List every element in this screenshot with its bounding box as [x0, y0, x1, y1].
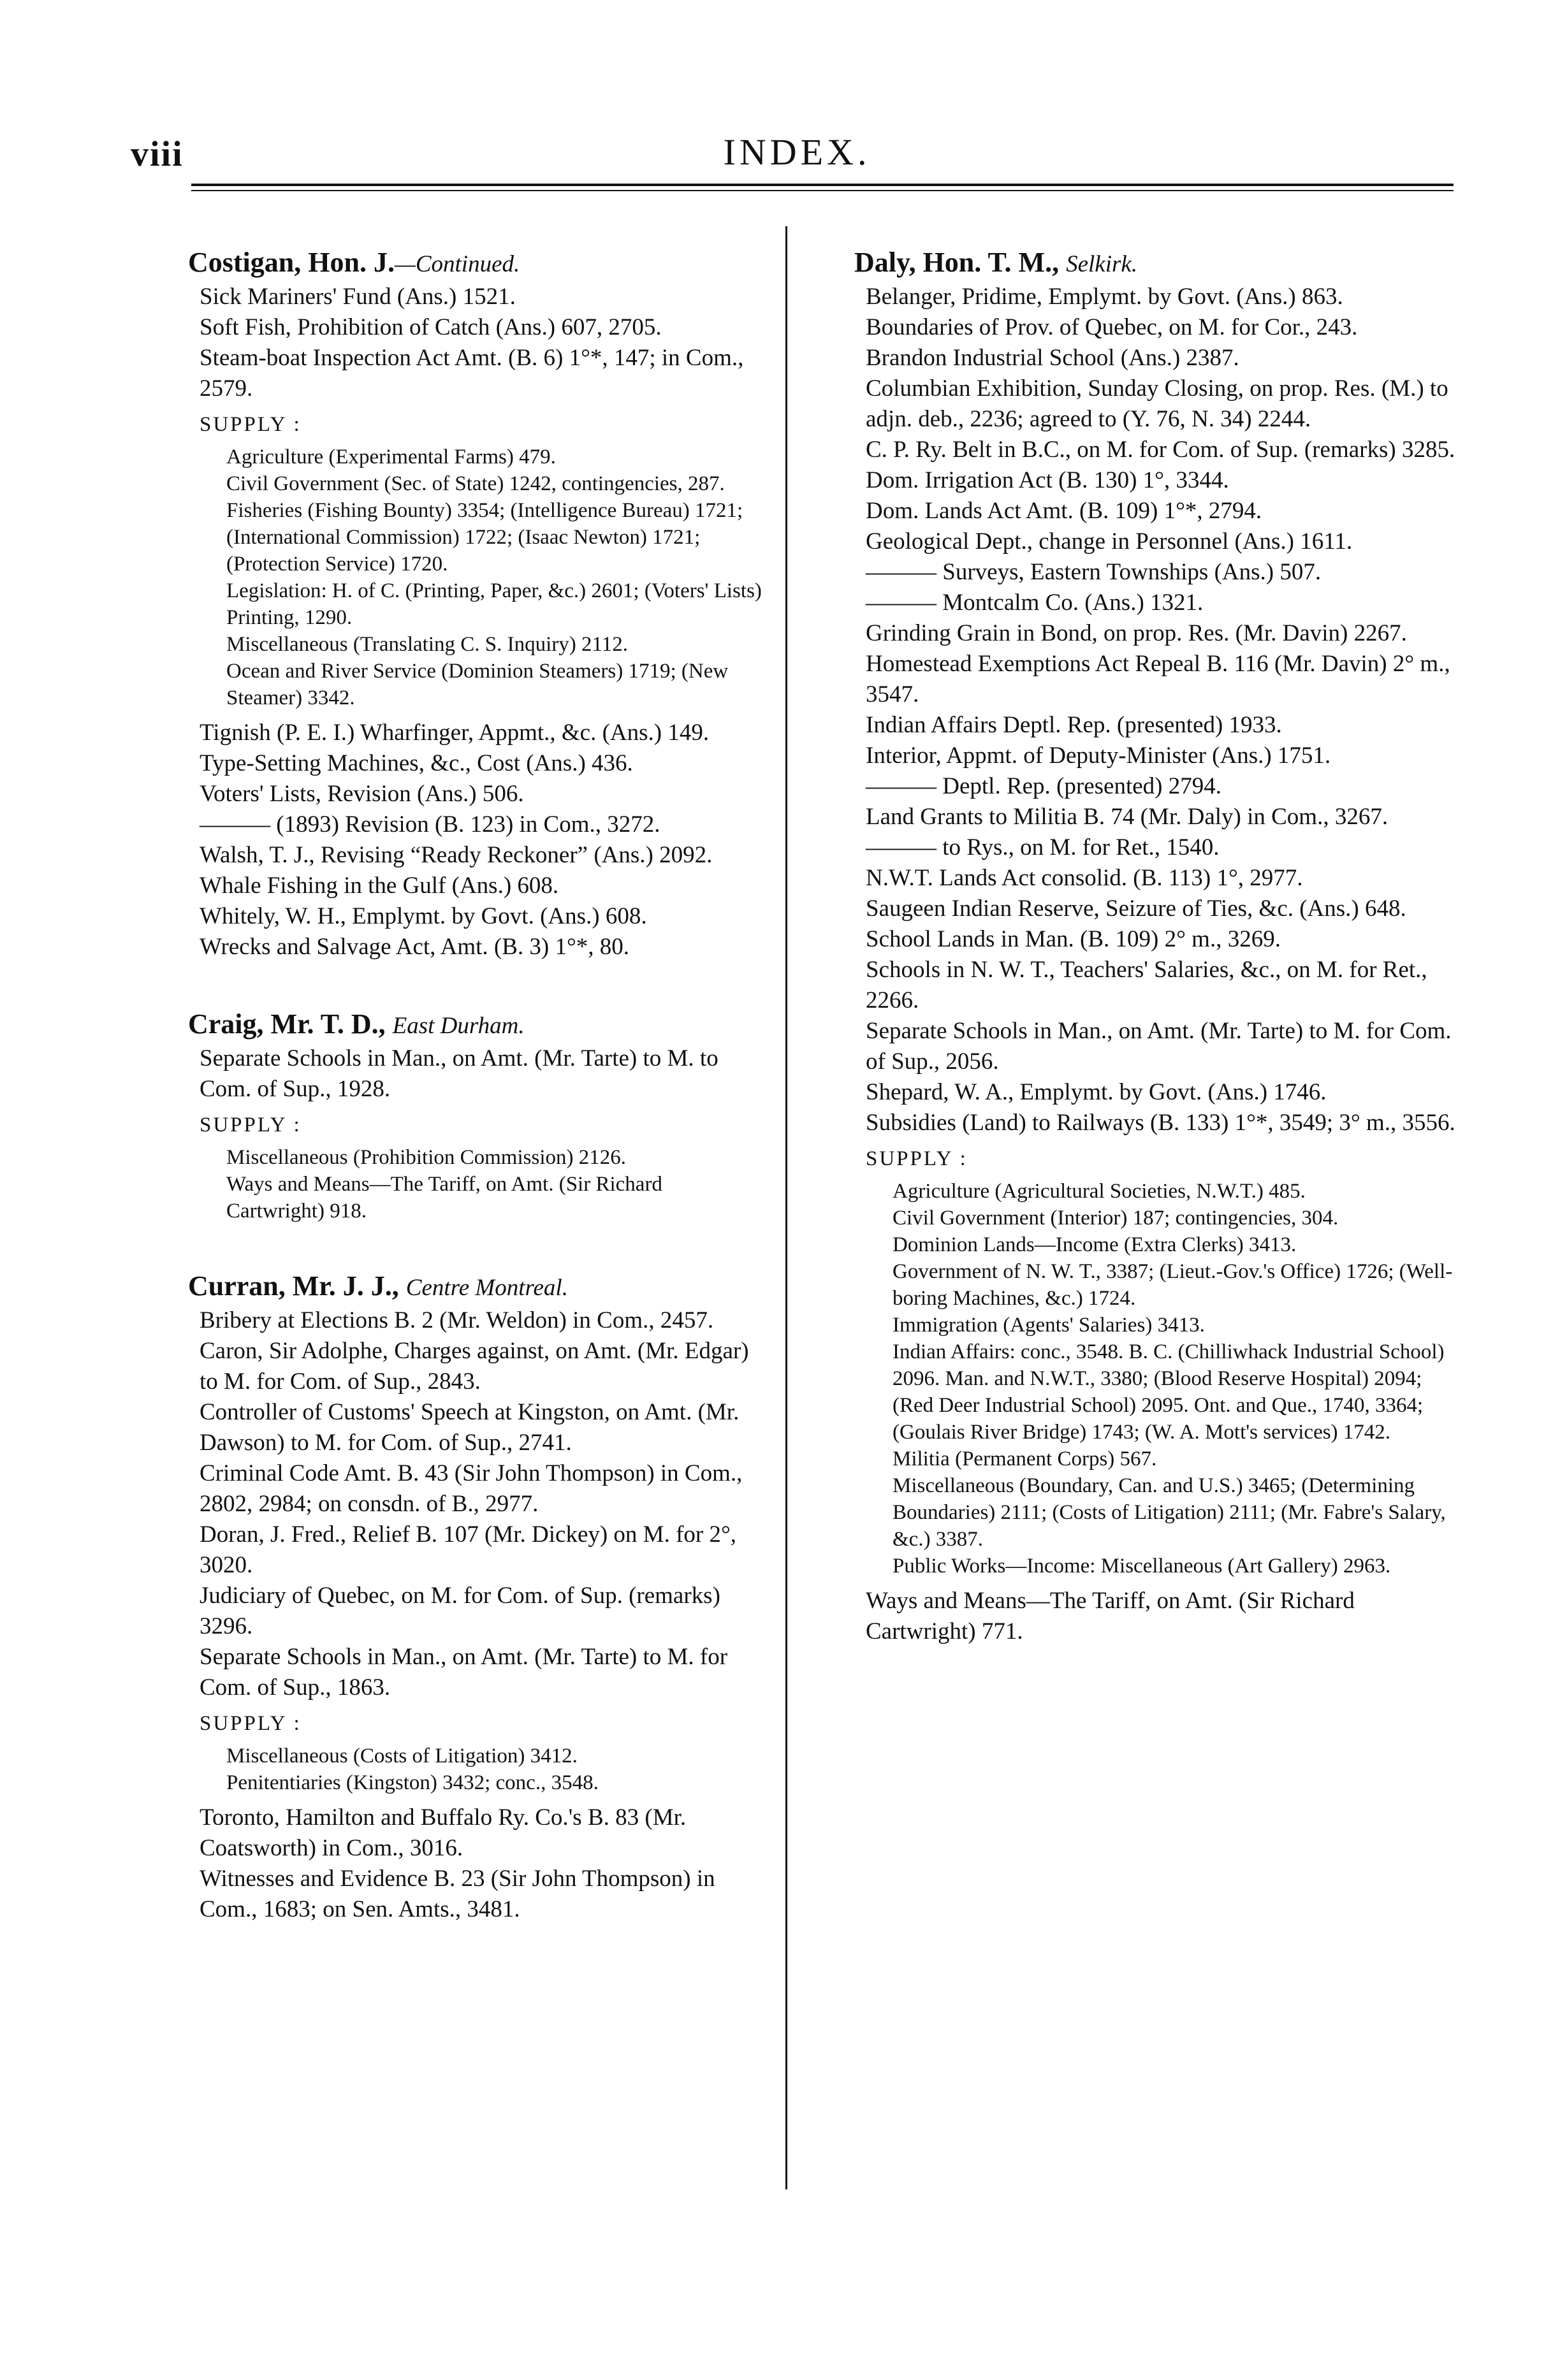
supply-entry: Miscellaneous (Boundary, Can. and U.S.) 3465; (Determining Boundaries) 2111; (Costs of Litigation) 2111; (Mr. Fabre's Salary, &c.) 3387.: [893, 1474, 1446, 1551]
header-rule-thin: [191, 190, 1454, 191]
index-entry: Homestead Exemptions Act Repeal B. 116 (Mr. Davin) 2° m., 3547.: [866, 651, 1450, 707]
index-entry: Criminal Code Amt. B. 43 (Sir John Thompson) in Com., 2802, 2984; on consdn. of B., 2977.: [200, 1460, 743, 1517]
supply-entry: Civil Government (Interior) 187; contingencies, 304.: [893, 1207, 1339, 1230]
supply-entry: Miscellaneous (Costs of Litigation) 3412.: [226, 1745, 578, 1767]
supply-entry: Ocean and River Service (Dominion Steamers) 1719; (New Steamer) 3342.: [226, 660, 729, 709]
index-entry: School Lands in Man. (B. 109) 2° m., 3269.: [866, 926, 1281, 952]
index-entry: Voters' Lists, Revision (Ans.) 506.: [200, 781, 524, 807]
index-entry: Witnesses and Evidence B. 23 (Sir John Thompson) in Com., 1683; on Sen. Amts., 3481.: [200, 1866, 715, 1922]
index-section-costigan: [188, 245, 765, 962]
index-entry: Whitely, W. H., Emplymt. by Govt. (Ans.) 608.: [200, 903, 647, 929]
header-rule: [191, 184, 1454, 186]
supply-label: SUPPLY :: [866, 1147, 968, 1170]
index-entry: Caron, Sir Adolphe, Charges against, on Amt. (Mr. Edgar) to M. for Com. of Sup., 2843.: [200, 1338, 749, 1395]
index-entry: Interior, Appmt. of Deputy-Minister (Ans.) 1751.: [866, 743, 1331, 769]
index-entry: Subsidies (Land) to Railways (B. 133) 1°*, 3549; 3° m., 3556.: [866, 1110, 1455, 1136]
supply-entry: Fisheries (Fishing Bounty) 3354; (Intelligence Bureau) 1721; (International Commission) 1722; (Isaac Newton) 1721; (Protection Service) 1720.: [226, 499, 743, 576]
supply-entry: Civil Government (Sec. of State) 1242, contingencies, 287.: [226, 472, 725, 495]
index-entry: Land Grants to Militia B. 74 (Mr. Daly) in Com., 3267.: [866, 804, 1388, 830]
right-column: [854, 245, 1466, 1647]
supply-entry: Dominion Lands—Income (Extra Clerks) 3413.: [893, 1233, 1297, 1256]
supply-entry: Agriculture (Agricultural Societies, N.W.T.) 485.: [893, 1180, 1306, 1203]
page-title: INDEX.: [723, 131, 871, 173]
index-entry: Grinding Grain in Bond, on prop. Res. (Mr. Davin) 2267.: [866, 620, 1407, 646]
supply-entry: Penitentiaries (Kingston) 3432; conc., 3548.: [226, 1771, 599, 1794]
page-number: viii: [131, 134, 184, 174]
section-heading: Curran, Mr. J. J., Centre Montreal.: [188, 1270, 568, 1302]
index-section-craig: [188, 1007, 765, 1224]
index-entry: Walsh, T. J., Revising “Ready Reckoner” (Ans.) 2092.: [200, 842, 713, 868]
index-entry: Type-Setting Machines, &c., Cost (Ans.) 436.: [200, 750, 633, 776]
index-entry: ——— Surveys, Eastern Townships (Ans.) 507.: [866, 559, 1322, 585]
index-entry: N.W.T. Lands Act consolid. (B. 113) 1°, 2977.: [866, 865, 1303, 891]
index-entry: ——— (1893) Revision (B. 123) in Com., 3272.: [200, 811, 660, 838]
spacer: [188, 1224, 765, 1269]
index-entry: Dom. Irrigation Act (B. 130) 1°, 3344.: [866, 467, 1229, 493]
section-heading: Daly, Hon. T. M., Selkirk.: [854, 247, 1138, 278]
index-entry: Whale Fishing in the Gulf (Ans.) 608.: [200, 873, 559, 899]
supply-entry: Government of N. W. T., 3387; (Lieut.-Gov.'s Office) 1726; (Well-boring Machines, &c.) 1724.: [893, 1260, 1453, 1310]
supply-label: SUPPLY :: [200, 413, 302, 436]
index-entry: Belanger, Pridime, Emplymt. by Govt. (Ans.) 863.: [866, 284, 1343, 310]
supply-entry: Agriculture (Experimental Farms) 479.: [226, 446, 556, 468]
index-entry: Shepard, W. A., Emplymt. by Govt. (Ans.) 1746.: [866, 1079, 1327, 1105]
index-entry: Separate Schools in Man., on Amt. (Mr. Tarte) to M. for Com. of Sup., 1863.: [200, 1644, 728, 1701]
index-entry: Controller of Customs' Speech at Kingston, on Amt. (Mr. Dawson) to M. for Com. of Sup., 2741.: [200, 1399, 740, 1456]
index-entry: Steam-boat Inspection Act Amt. (B. 6) 1°*, 147; in Com., 2579.: [200, 345, 744, 402]
index-entry: Separate Schools in Man., on Amt. (Mr. Tarte) to M. to Com. of Sup., 1928.: [200, 1045, 718, 1102]
supply-entry: Miscellaneous (Prohibition Commission) 2126.: [226, 1146, 626, 1169]
supply-label: SUPPLY :: [200, 1712, 302, 1735]
index-entry: Indian Affairs Deptl. Rep. (presented) 1933.: [866, 712, 1282, 738]
supply-entry: Indian Affairs: conc., 3548. B. C. (Chilliwhack Industrial School) 2096. Man. and N.W.T., 3380; (Blood Reserve Hospital) 2094; (Red Deer Industrial School) 2095. Ont. and Que., 1740, 3364; (Goulais River Bridge) 1743; (W. A. Mott's services) 1742.: [893, 1340, 1445, 1444]
supply-entry: Public Works—Income: Miscellaneous (Art Gallery) 2963.: [893, 1555, 1391, 1578]
index-entry: Brandon Industrial School (Ans.) 2387.: [866, 345, 1239, 371]
index-entry: Dom. Lands Act Amt. (B. 109) 1°*, 2794.: [866, 498, 1262, 524]
section-heading: Costigan, Hon. J.—Continued.: [188, 247, 520, 278]
supply-entry: Immigration (Agents' Salaries) 3413.: [893, 1314, 1205, 1337]
index-entry: Boundaries of Prov. of Quebec, on M. for Cor., 243.: [866, 314, 1358, 340]
index-entry: ——— to Rys., on M. for Ret., 1540.: [866, 834, 1220, 860]
index-entry: Separate Schools in Man., on Amt. (Mr. Tarte) to M. for Com. of Sup., 2056.: [866, 1018, 1452, 1075]
supply-entry: Miscellaneous (Translating C. S. Inquiry) 2112.: [226, 633, 629, 656]
supply-entry: Legislation: H. of C. (Printing, Paper, &c.) 2601; (Voters' Lists) Printing, 1290.: [226, 579, 762, 629]
index-entry: Toronto, Hamilton and Buffalo Ry. Co.'s B. 83 (Mr. Coatsworth) in Com., 3016.: [200, 1804, 687, 1861]
index-entry: C. P. Ry. Belt in B.C., on M. for Com. of Sup. (remarks) 3285.: [866, 437, 1455, 463]
index-entry: Soft Fish, Prohibition of Catch (Ans.) 607, 2705.: [200, 314, 662, 340]
supply-label: SUPPLY :: [200, 1114, 302, 1136]
index-entry: Saugeen Indian Reserve, Seizure of Ties, &c. (Ans.) 648.: [866, 896, 1406, 922]
index-entry: Wrecks and Salvage Act, Amt. (B. 3) 1°*, 80.: [200, 934, 630, 960]
index-entry: Columbian Exhibition, Sunday Closing, on prop. Res. (M.) to adjn. deb., 2236; agreed to (Y. 76, N. 34) 2244.: [866, 375, 1448, 432]
index-entry: ——— Montcalm Co. (Ans.) 1321.: [866, 590, 1204, 616]
index-entry: Tignish (P. E. I.) Wharfinger, Appmt., &c. (Ans.) 149.: [200, 720, 710, 746]
index-section-daly: [854, 245, 1466, 1647]
index-entry: Bribery at Elections B. 2 (Mr. Weldon) in Com., 2457.: [200, 1307, 714, 1333]
index-section-curran: [188, 1269, 765, 1925]
left-column: [188, 245, 765, 1925]
index-entry: Judiciary of Quebec, on M. for Com. of Sup. (remarks) 3296.: [200, 1583, 720, 1639]
index-entry: Doran, J. Fred., Relief B. 107 (Mr. Dickey) on M. for 2°, 3020.: [200, 1521, 737, 1578]
section-heading: Craig, Mr. T. D., East Durham.: [188, 1008, 525, 1040]
supply-entry: Ways and Means—The Tariff, on Amt. (Sir Richard Cartwright) 918.: [226, 1173, 662, 1223]
index-entry: Sick Mariners' Fund (Ans.) 1521.: [200, 284, 516, 310]
index-entry: Ways and Means—The Tariff, on Amt. (Sir Richard Cartwright) 771.: [866, 1588, 1355, 1644]
index-entry: ——— Deptl. Rep. (presented) 2794.: [866, 773, 1221, 799]
spacer: [188, 962, 765, 1007]
index-entry: Geological Dept., change in Personnel (Ans.) 1611.: [866, 528, 1353, 555]
supply-entry: Militia (Permanent Corps) 567.: [893, 1448, 1157, 1470]
column-divider: [785, 226, 787, 2189]
index-entry: Schools in N. W. T., Teachers' Salaries, &c., on M. for Ret., 2266.: [866, 957, 1427, 1013]
